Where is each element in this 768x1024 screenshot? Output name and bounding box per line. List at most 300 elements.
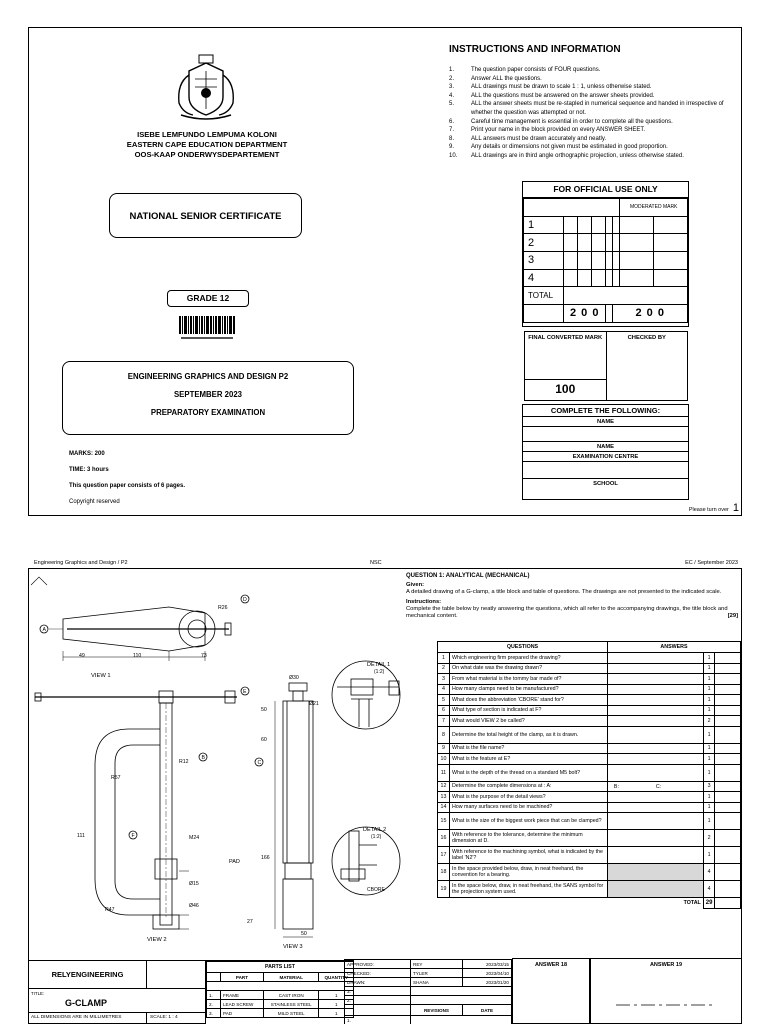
answer-cell[interactable] bbox=[607, 705, 703, 716]
instruction-text: Careful time management is essential in order to complete all the questions. bbox=[471, 118, 673, 125]
mark-cell[interactable] bbox=[578, 252, 592, 270]
mark-cell[interactable] bbox=[592, 252, 606, 270]
given-label: Given: bbox=[406, 582, 425, 588]
header-right: EC / September 2023 bbox=[685, 560, 738, 566]
mark-cell[interactable] bbox=[606, 269, 613, 287]
col-part: PART bbox=[221, 973, 264, 982]
question-text: What is the purpose of the detail views? bbox=[449, 792, 607, 803]
mark-cell[interactable] bbox=[564, 269, 578, 287]
score-cell[interactable] bbox=[715, 695, 741, 706]
question-number: 2 bbox=[438, 663, 450, 674]
part-row bbox=[207, 1009, 354, 1018]
mark-cell[interactable] bbox=[592, 269, 606, 287]
answer-cell[interactable] bbox=[607, 802, 703, 813]
mark-cell[interactable] bbox=[654, 234, 688, 252]
approval-row bbox=[345, 960, 512, 969]
g-clamp-drawing bbox=[29, 569, 405, 959]
question-number: 19 bbox=[438, 881, 450, 898]
question-mark: 4 bbox=[703, 881, 715, 898]
part-name: LEAD SCREW bbox=[221, 1000, 264, 1009]
answer-19-box[interactable] bbox=[590, 958, 742, 1024]
part-name: FRAME bbox=[221, 991, 264, 1000]
score-cell[interactable] bbox=[715, 864, 741, 881]
question-row bbox=[438, 743, 741, 754]
question-row bbox=[438, 653, 741, 664]
instruction-number: 6. bbox=[449, 118, 455, 125]
part-material: STAINLESS STEEL bbox=[263, 1000, 319, 1009]
dim-49: 49 bbox=[79, 653, 85, 659]
name-label-2: NAME bbox=[523, 442, 688, 452]
instructions-title: INSTRUCTIONS AND INFORMATION bbox=[449, 44, 621, 55]
approval-row bbox=[345, 969, 512, 978]
header-left: Engineering Graphics and Design / P2 bbox=[34, 560, 128, 566]
question-mark: 2 bbox=[703, 716, 715, 727]
cover-page bbox=[28, 27, 742, 516]
final-converted-value: 100 bbox=[525, 379, 606, 396]
instruction-number: 9. bbox=[449, 144, 455, 151]
official-row-label: 4 bbox=[524, 269, 564, 287]
question-number: 16 bbox=[438, 830, 450, 847]
question-number: 3 bbox=[438, 674, 450, 685]
question-number: 1 bbox=[438, 653, 450, 664]
q12-c-label: C: bbox=[655, 783, 662, 790]
dim-50b: 50 bbox=[261, 707, 267, 713]
instruction-item bbox=[449, 83, 739, 92]
turn-over bbox=[689, 502, 739, 514]
name-label: NAME bbox=[523, 417, 688, 427]
subject-title: ENGINEERING GRAPHICS AND DESIGN P2 bbox=[127, 372, 289, 381]
mark-cell[interactable] bbox=[564, 252, 578, 270]
name-field[interactable] bbox=[523, 427, 688, 442]
mark-cell[interactable] bbox=[606, 234, 613, 252]
question-number: 7 bbox=[438, 716, 450, 727]
marks-text: MARKS: 200 bbox=[69, 451, 105, 457]
parts-list-title: PARTS LIST bbox=[207, 962, 354, 973]
question-number: 15 bbox=[438, 813, 450, 830]
question-mark: 1 bbox=[703, 663, 715, 674]
dim-60: 60 bbox=[261, 737, 267, 743]
approval-date: 2023/03/15 bbox=[463, 960, 512, 969]
dim-73: 73 bbox=[201, 653, 207, 659]
revisions-header: REVISIONS bbox=[411, 1005, 463, 1016]
dept-xhosa: ISEBE LEMFUNDO LEMPUMA KOLONI bbox=[137, 130, 277, 139]
grade-box: GRADE 12 bbox=[167, 290, 249, 307]
parts-list bbox=[206, 960, 354, 1024]
view1-label: VIEW 1 bbox=[91, 673, 111, 679]
question-text: In the space provided below, draw, in neat freehand, the convention for a bearing. bbox=[449, 864, 607, 881]
rev-date-header: DATE bbox=[463, 1005, 512, 1016]
title-label: TITLE: bbox=[31, 991, 45, 996]
complete-following-box bbox=[522, 404, 689, 500]
dept-english: EASTERN CAPE EDUCATION DEPARTMENT bbox=[126, 140, 288, 149]
score-cell[interactable] bbox=[715, 781, 741, 792]
questions-table bbox=[437, 641, 741, 909]
total-row bbox=[438, 898, 741, 909]
answer-cell[interactable] bbox=[607, 695, 703, 706]
instruction-number: 2. bbox=[449, 75, 455, 82]
approval-role: DRAWN: bbox=[345, 978, 411, 987]
question-mark: 1 bbox=[703, 754, 715, 765]
question-row bbox=[438, 695, 741, 706]
official-use-title: FOR OFFICIAL USE ONLY bbox=[523, 182, 688, 198]
question-number: 18 bbox=[438, 864, 450, 881]
instruction-text: ALL the questions must be answered on the answer sheets provided. bbox=[471, 92, 655, 99]
question-number: 12 bbox=[438, 781, 450, 792]
answer-cell[interactable] bbox=[607, 813, 703, 830]
score-cell[interactable] bbox=[715, 684, 741, 695]
checked-by-label: CHECKED BY bbox=[627, 335, 666, 341]
instruction-number: 1. bbox=[449, 67, 455, 73]
mark-cell[interactable] bbox=[654, 216, 688, 234]
approval-name: REY bbox=[411, 960, 463, 969]
detail2-scale: (1:2) bbox=[371, 834, 382, 840]
instruction-item bbox=[449, 126, 739, 135]
subject-box bbox=[62, 361, 354, 435]
view3-label: VIEW 3 bbox=[283, 944, 303, 950]
question-row bbox=[438, 754, 741, 765]
mark-cell[interactable] bbox=[606, 252, 613, 270]
label-f: F bbox=[131, 833, 135, 839]
page-number: 1 bbox=[732, 502, 739, 514]
answer-cell[interactable] bbox=[607, 684, 703, 695]
instruction-number: 5. bbox=[449, 101, 455, 108]
question-mark: 1 bbox=[703, 792, 715, 803]
dim-r26: R26 bbox=[218, 605, 228, 611]
part-material: MILD STEEL bbox=[263, 1009, 319, 1018]
cbore-label: CBORE bbox=[367, 887, 385, 893]
answer-cell-shaded bbox=[607, 881, 703, 898]
instruction-item bbox=[449, 75, 739, 84]
question-title: QUESTION 1: ANALYTICAL (MECHANICAL) bbox=[406, 573, 530, 579]
instruction-text: ALL drawings are in third angle orthographic projection, unless otherwise stated. bbox=[471, 152, 684, 159]
mark-cell[interactable] bbox=[578, 216, 592, 234]
dim-r12: R12 bbox=[179, 759, 189, 765]
question-text: Determine the total height of the clamp, as it is drawn. bbox=[449, 726, 607, 743]
instructions-text: Complete the table below by neatly answering the questions, which all refer to the accompanying drawings, the title block and mechanical content. bbox=[406, 606, 728, 619]
answer-cell[interactable] bbox=[607, 781, 703, 792]
label-d: D bbox=[243, 597, 247, 603]
total-digits-left: 2 0 0 bbox=[564, 305, 606, 323]
department-names bbox=[109, 130, 305, 160]
total-value: 29 bbox=[703, 898, 715, 909]
approval-row bbox=[345, 978, 512, 987]
question-mark: 1 bbox=[703, 764, 715, 781]
title-block bbox=[28, 960, 206, 1024]
answer-cell[interactable] bbox=[607, 674, 703, 685]
copyright-text: Copyright reserved bbox=[69, 499, 120, 505]
coat-of-arms-icon bbox=[171, 53, 241, 121]
mark-cell[interactable] bbox=[613, 252, 620, 270]
question-text: What would VIEW 2 be called? bbox=[449, 716, 607, 727]
score-cell[interactable] bbox=[715, 663, 741, 674]
answer-cell[interactable] bbox=[607, 653, 703, 664]
score-cell[interactable] bbox=[715, 764, 741, 781]
score-cell[interactable] bbox=[715, 674, 741, 685]
answer-19-label: ANSWER 19 bbox=[649, 962, 683, 968]
answer-cell[interactable] bbox=[607, 716, 703, 727]
question-text: How many clamps need to be manufactured? bbox=[449, 684, 607, 695]
mark-cell[interactable] bbox=[613, 216, 620, 234]
final-converted-label: FINAL CONVERTED MARK bbox=[528, 335, 603, 341]
drawing-title: G-CLAMP bbox=[65, 998, 107, 1008]
official-row-label: 3 bbox=[524, 252, 564, 270]
question-mark: 2 bbox=[703, 830, 715, 847]
part-row bbox=[207, 991, 354, 1000]
question-mark: 1 bbox=[703, 705, 715, 716]
mark-cell[interactable] bbox=[620, 269, 654, 287]
instruction-text: ALL drawings must be drawn to scale 1 : 1, unless otherwise stated. bbox=[471, 84, 652, 91]
answer-18-box[interactable] bbox=[512, 958, 590, 1024]
school-label: SCHOOL bbox=[593, 481, 618, 487]
score-cell[interactable] bbox=[715, 716, 741, 727]
instruction-number: 4. bbox=[449, 92, 455, 99]
question-mark: 1 bbox=[703, 726, 715, 743]
col-quantity: QUANTITY bbox=[319, 973, 354, 982]
question-text: On what date was the drawing drawn? bbox=[449, 663, 607, 674]
approval-date: 2023/01/20 bbox=[463, 978, 512, 987]
question-row bbox=[438, 684, 741, 695]
question-row bbox=[438, 830, 741, 847]
question-row bbox=[438, 726, 741, 743]
question-text: What is the feature at E? bbox=[449, 754, 607, 765]
question-number: 13 bbox=[438, 792, 450, 803]
question-mark: 1 bbox=[703, 847, 715, 864]
instructions-label: Instructions: bbox=[406, 599, 442, 605]
question-number: 6 bbox=[438, 705, 450, 716]
label-e: E bbox=[243, 689, 247, 695]
official-use-table bbox=[522, 181, 689, 327]
label-c: C bbox=[257, 760, 262, 766]
answer-cell[interactable] bbox=[607, 663, 703, 674]
time-text: TIME: 3 hours bbox=[69, 467, 109, 473]
part-row bbox=[207, 1000, 354, 1009]
instruction-item bbox=[449, 92, 739, 101]
answer-cell[interactable] bbox=[607, 764, 703, 781]
certificate-box bbox=[109, 193, 302, 238]
turn-over-text: Please turn over bbox=[688, 507, 729, 513]
total-label: TOTAL bbox=[683, 900, 701, 907]
part-number: 3. bbox=[207, 1009, 221, 1018]
question-mark: 1 bbox=[703, 743, 715, 754]
question-row bbox=[438, 847, 741, 864]
answer-cell[interactable] bbox=[607, 830, 703, 847]
question-text: How many surfaces need to be machined? bbox=[449, 802, 607, 813]
barcode-icon bbox=[179, 316, 235, 342]
mark-cell[interactable] bbox=[578, 234, 592, 252]
question-number: 14 bbox=[438, 802, 450, 813]
instruction-text: Answer ALL the questions. bbox=[471, 75, 542, 82]
answer-cell[interactable] bbox=[607, 743, 703, 754]
instruction-text: Print your name in the block provided on every ANSWER SHEET. bbox=[471, 127, 646, 134]
mark-cell[interactable] bbox=[564, 234, 578, 252]
answers-header: ANSWERS bbox=[607, 642, 740, 653]
pages-text: This question paper consists of 6 pages. bbox=[69, 483, 186, 489]
rev-num-1: 1. bbox=[345, 1016, 411, 1024]
question-row bbox=[438, 663, 741, 674]
answer-cell[interactable] bbox=[607, 754, 703, 765]
question-mark: 4 bbox=[703, 864, 715, 881]
rev-num-2: 2. bbox=[345, 996, 411, 1005]
score-cell[interactable] bbox=[715, 813, 741, 830]
question-mark: 3 bbox=[703, 781, 715, 792]
question-row bbox=[438, 881, 741, 898]
instruction-text: Any details or dimensions not given must be estimated in good proportion. bbox=[471, 144, 668, 151]
official-row-label: 2 bbox=[524, 234, 564, 252]
score-cell[interactable] bbox=[715, 847, 741, 864]
dim-166: 166 bbox=[261, 855, 270, 861]
mark-cell[interactable] bbox=[592, 234, 606, 252]
moderated-mark-header: MODERATED MARK bbox=[620, 199, 688, 217]
view2-label: VIEW 2 bbox=[147, 937, 167, 943]
mark-cell[interactable] bbox=[564, 216, 578, 234]
complete-title: COMPLETE THE FOLLOWING: bbox=[523, 405, 688, 417]
detail1-scale: (1:2) bbox=[374, 669, 385, 675]
question-mark: 1 bbox=[703, 802, 715, 813]
instruction-item bbox=[449, 100, 739, 117]
instruction-item bbox=[449, 118, 739, 127]
question-row bbox=[438, 792, 741, 803]
question-text: Which engineering firm prepared the drawing? bbox=[449, 653, 607, 664]
total-score-cell[interactable] bbox=[715, 898, 741, 909]
approval-role: CHECKED: bbox=[345, 969, 411, 978]
dim-d21: Ø21 bbox=[309, 701, 319, 707]
mark-cell[interactable] bbox=[620, 252, 654, 270]
question-mark: 1 bbox=[703, 653, 715, 664]
mark-cell[interactable] bbox=[613, 234, 620, 252]
q12-b-label: B: bbox=[613, 783, 619, 790]
instruction-text: The question paper consists of FOUR questions. bbox=[471, 67, 601, 73]
col-material: MATERIAL bbox=[263, 973, 319, 982]
question-number: 17 bbox=[438, 847, 450, 864]
dim-r57: R57 bbox=[111, 775, 121, 781]
mark-cell[interactable] bbox=[592, 216, 606, 234]
question-row bbox=[438, 864, 741, 881]
part-material: CAST IRON bbox=[263, 991, 319, 1000]
firm-logo-area bbox=[147, 961, 205, 988]
header-mid: NSC bbox=[370, 560, 382, 566]
dims-note: ALL DIMENSIONS ARE IN MILLIMETRES bbox=[29, 1013, 147, 1023]
mark-cell[interactable] bbox=[578, 269, 592, 287]
score-cell[interactable] bbox=[715, 754, 741, 765]
question-row bbox=[438, 716, 741, 727]
mark-cell[interactable] bbox=[654, 269, 688, 287]
dim-d15: Ø15 bbox=[189, 881, 199, 887]
final-mark-box bbox=[524, 331, 688, 401]
instruction-item bbox=[449, 135, 739, 144]
rev-num-3: 3. bbox=[345, 987, 411, 996]
mark-cell[interactable] bbox=[620, 216, 654, 234]
question-number: 9 bbox=[438, 743, 450, 754]
instructions-list bbox=[449, 66, 739, 161]
question-row bbox=[438, 802, 741, 813]
dim-27: 27 bbox=[247, 919, 253, 925]
question-text: From what material is the tommy bar made of? bbox=[449, 674, 607, 685]
mark-cell[interactable] bbox=[613, 269, 620, 287]
label-a: A bbox=[42, 627, 46, 633]
label-b: B bbox=[201, 755, 205, 761]
instruction-number: 3. bbox=[449, 84, 455, 91]
instruction-number: 8. bbox=[449, 135, 455, 142]
question-mark: 1 bbox=[703, 684, 715, 695]
approval-name: SHANA bbox=[411, 978, 463, 987]
exam-date: SEPTEMBER 2023 bbox=[173, 390, 243, 399]
pad-label: PAD bbox=[229, 859, 240, 865]
dim-110: 110 bbox=[133, 653, 142, 659]
part-number: 1. bbox=[207, 991, 221, 1000]
mark-cell[interactable] bbox=[620, 234, 654, 252]
score-cell[interactable] bbox=[715, 802, 741, 813]
question-marks: [29] bbox=[727, 613, 738, 619]
exam-type: PREPARATORY EXAMINATION bbox=[150, 408, 266, 417]
instruction-item bbox=[449, 152, 739, 161]
part-quantity: 1 bbox=[319, 1000, 354, 1009]
dim-111: 111 bbox=[77, 833, 85, 839]
firm-name: RELYENGINEERING bbox=[29, 961, 147, 988]
question-text: With reference to the tolerance, determine the minimum dimension at D. bbox=[449, 830, 607, 847]
detail2-label: DETAIL 2 bbox=[363, 827, 387, 833]
centre-line-icon bbox=[616, 1000, 716, 1010]
question-row bbox=[438, 705, 741, 716]
dept-afrikaans: OOS-KAAP ONDERWYSDEPARTEMENT bbox=[134, 150, 280, 159]
approvals-block bbox=[344, 959, 512, 1024]
answer-cell[interactable] bbox=[607, 726, 703, 743]
instruction-text: ALL answers must be drawn accurately and neatly. bbox=[471, 135, 607, 142]
instruction-item bbox=[449, 143, 739, 152]
question-text: With reference to the machining symbol, what is indicated by the label 'N2'? bbox=[449, 847, 607, 864]
question-text: In the space below, draw, in neat freehand, the SANS symbol for the projection system used. bbox=[449, 881, 607, 898]
question-text: What is the depth of the thread on a standard M5 bolt? bbox=[449, 764, 607, 781]
score-cell[interactable] bbox=[715, 705, 741, 716]
question-number: 5 bbox=[438, 695, 450, 706]
score-cell[interactable] bbox=[715, 881, 741, 898]
total-digits-right: 2 0 0 bbox=[613, 305, 688, 323]
answer-cell[interactable] bbox=[607, 847, 703, 864]
dim-m24: M24 bbox=[189, 835, 200, 841]
question-mark: 1 bbox=[703, 695, 715, 706]
instruction-item bbox=[449, 66, 739, 75]
score-cell[interactable] bbox=[715, 743, 741, 754]
mark-cell[interactable] bbox=[654, 252, 688, 270]
total-label: TOTAL bbox=[524, 287, 564, 305]
detail1-label: DETAIL 1 bbox=[367, 662, 391, 668]
question-row bbox=[438, 781, 741, 792]
question-row bbox=[438, 813, 741, 830]
answer-cell-shaded bbox=[607, 864, 703, 881]
score-cell[interactable] bbox=[715, 653, 741, 664]
question-text: What is the size of the biggest work piece that can be clamped? bbox=[449, 813, 607, 830]
part-quantity: 1 bbox=[319, 991, 354, 1000]
centre-label: EXAMINATION CENTRE bbox=[523, 452, 688, 462]
question-number: 4 bbox=[438, 684, 450, 695]
question-row bbox=[438, 764, 741, 781]
score-cell[interactable] bbox=[715, 792, 741, 803]
dim-d46: Ø46 bbox=[189, 903, 199, 909]
answer-18-label: ANSWER 18 bbox=[534, 962, 568, 968]
mark-cell[interactable] bbox=[606, 216, 613, 234]
scale-text: SCALE: 1 : 4 bbox=[150, 1015, 178, 1020]
score-cell[interactable] bbox=[715, 830, 741, 847]
question-number: 11 bbox=[438, 764, 450, 781]
question-1-intro bbox=[406, 573, 738, 620]
answer-cell[interactable] bbox=[607, 792, 703, 803]
centre-field[interactable] bbox=[523, 462, 688, 479]
part-quantity: 1 bbox=[319, 1009, 354, 1018]
question-number: 10 bbox=[438, 754, 450, 765]
score-cell[interactable] bbox=[715, 726, 741, 743]
instruction-number: 7. bbox=[449, 127, 455, 134]
approval-date: 2023/04/10 bbox=[463, 969, 512, 978]
question-text: What type of section is indicated at F? bbox=[449, 705, 607, 716]
